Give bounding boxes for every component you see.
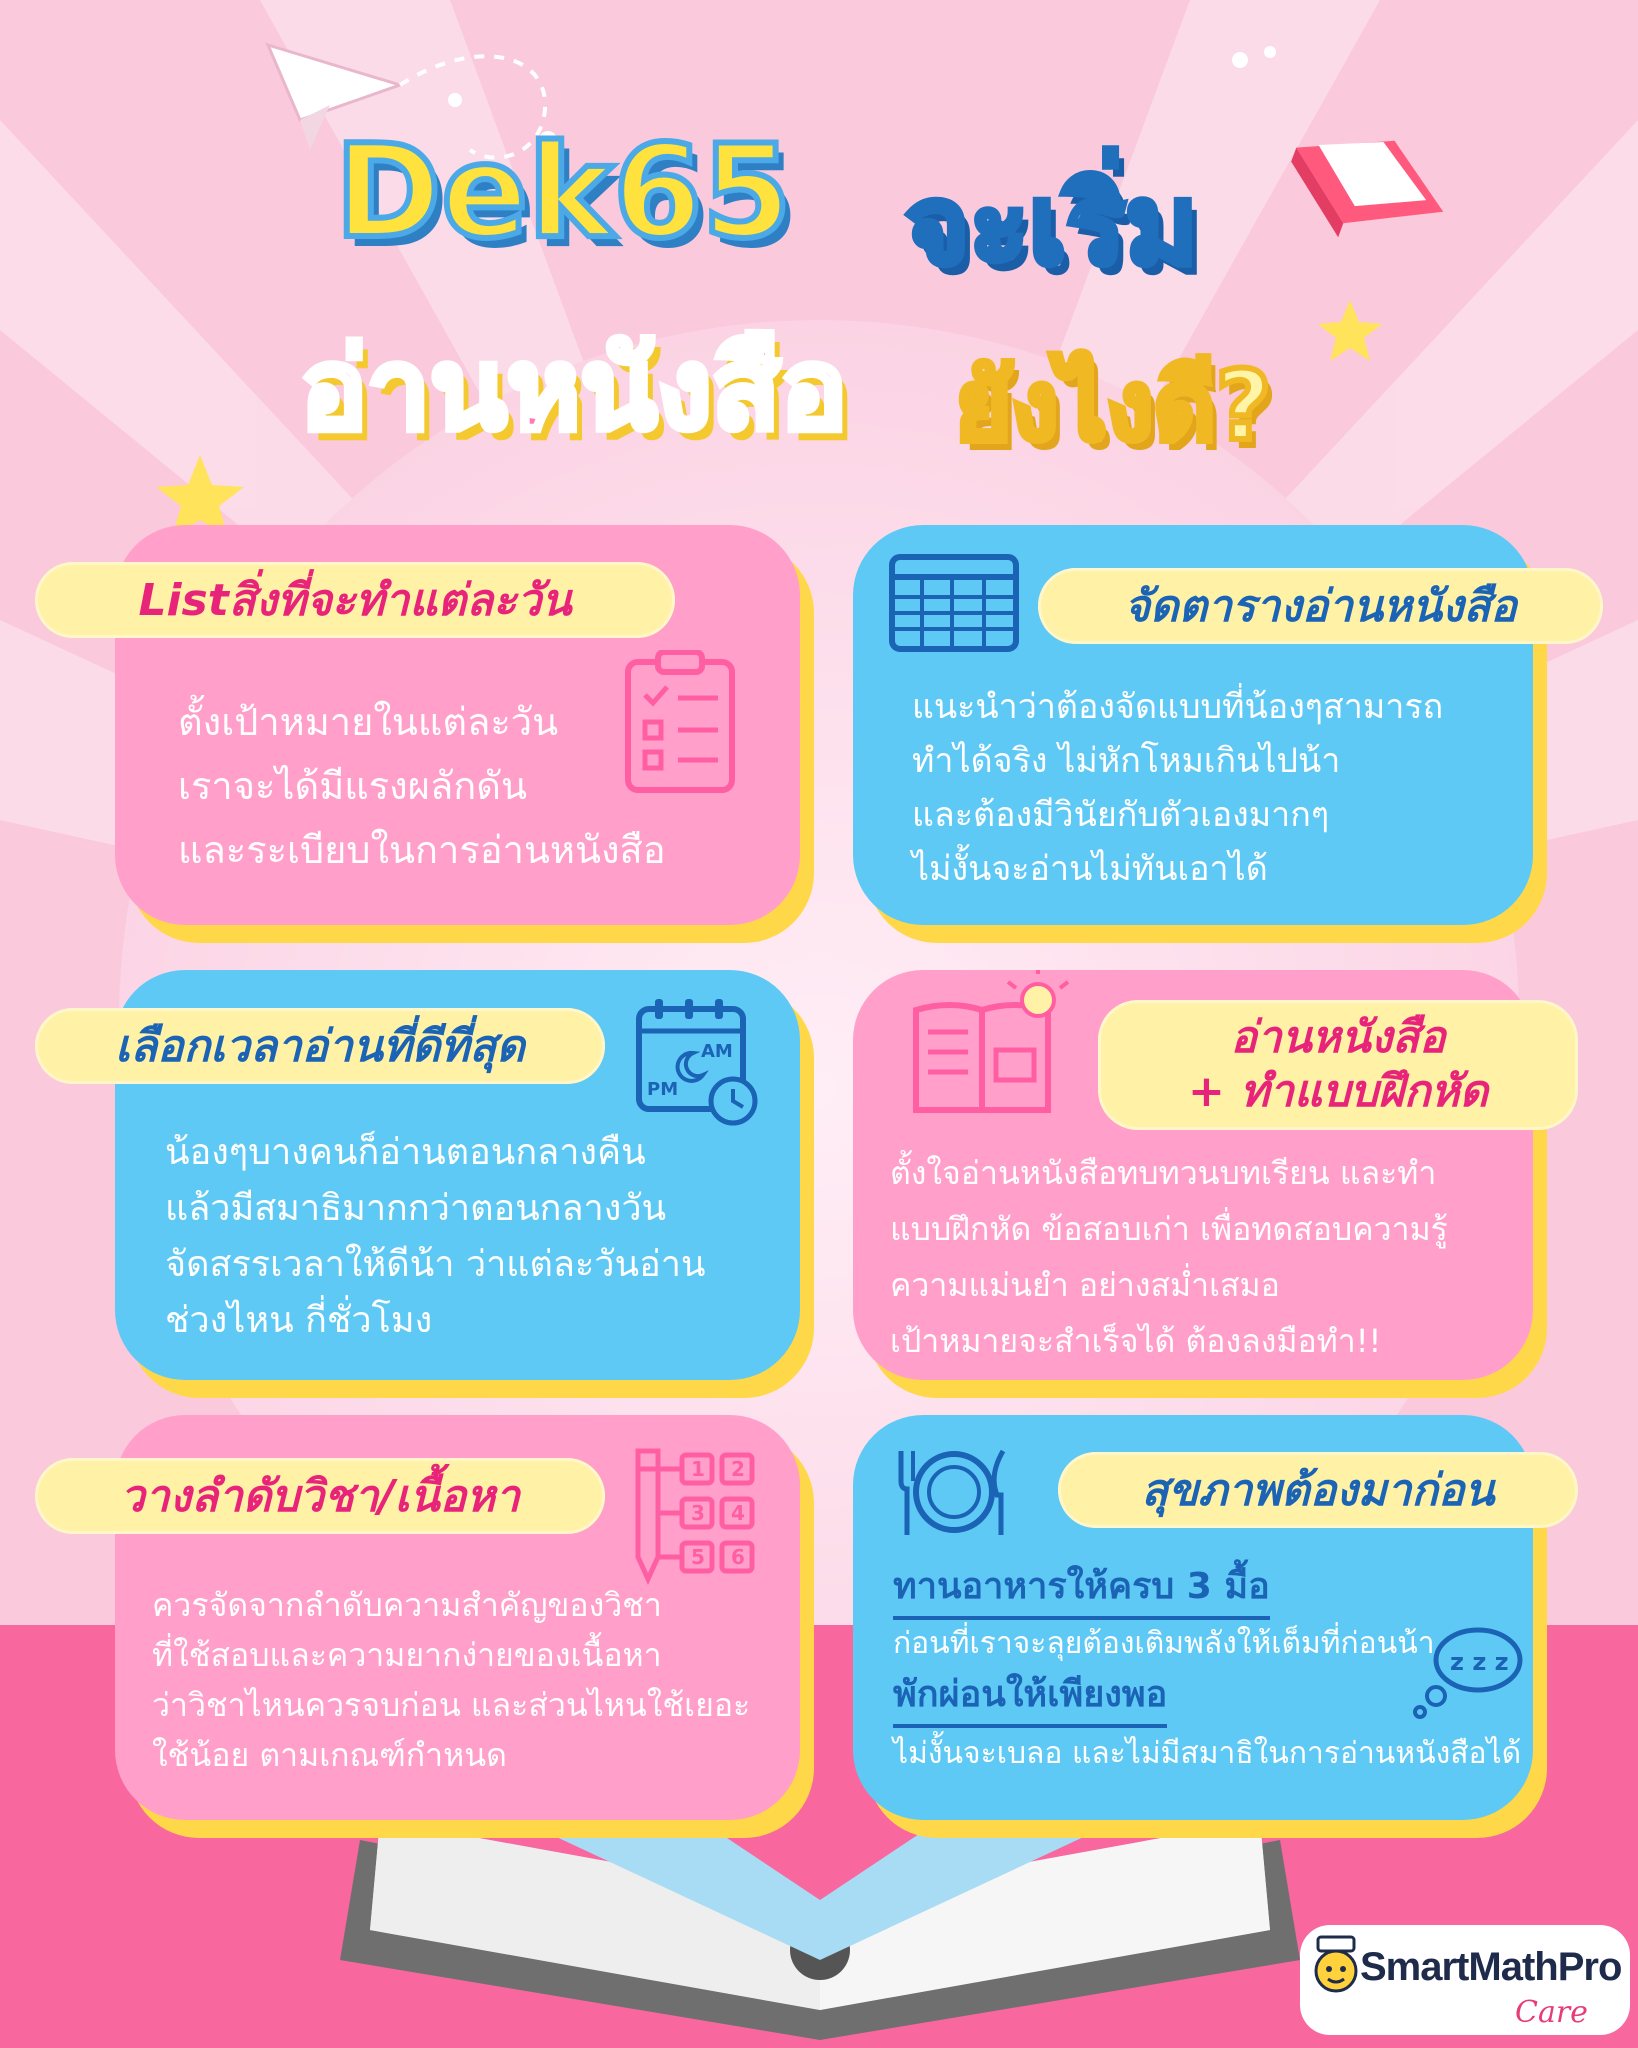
text-line: ไม่งั้นจะอ่านไม่ทันเอาได้ — [912, 849, 1268, 889]
card-daily-list-text — [178, 690, 666, 882]
plate-fork-knife-icon — [893, 1445, 1015, 1540]
zzz-text: z z z — [1450, 1648, 1509, 1676]
icon-number: 1 — [691, 1457, 705, 1481]
zzz-sleep-icon — [1410, 1620, 1525, 1720]
heading-health: สุขภาพต้องมาก่อน — [1058, 1452, 1578, 1528]
text-line: ช่วงไหน กี่ชั่วโมง — [165, 1300, 433, 1341]
card-subject-order-text — [152, 1580, 750, 1780]
card-timetable-text — [912, 680, 1443, 896]
text-line: แนะนำว่าต้องจัดแบบที่น้องๆสามารถ — [912, 687, 1444, 727]
card-best-time-text — [165, 1125, 706, 1349]
open-book-lightbulb-icon — [910, 970, 1070, 1120]
icon-number: 2 — [731, 1457, 745, 1481]
calendar-clock-icon — [633, 995, 763, 1130]
heading-read-practice-line1: อ่านหนังสือ — [1230, 1012, 1446, 1063]
text-line: ตั้งใจอ่านหนังสือทบทวนบทเรียน และทำ — [890, 1154, 1437, 1192]
text-line: ที่ใช้สอบและความยากง่ายของเนื้อหา — [152, 1636, 662, 1674]
icon-number: 4 — [731, 1501, 745, 1525]
text-line: ควรจัดจากลำดับความสำคัญของวิชา — [152, 1586, 662, 1624]
heading-read-practice-line2: + ทำแบบฝึกหัด — [1187, 1066, 1489, 1117]
text-line: น้องๆบางคนก็อ่านตอนกลางคืน — [165, 1132, 646, 1173]
text-line: เป้าหมายจะสำเร็จได้ ต้องลงมือทำ!! — [890, 1322, 1382, 1360]
title-start: จะเริ่ม — [905, 161, 1198, 289]
heading-daily-list: Listสิ่งที่จะทำแต่ละวัน — [35, 562, 675, 638]
subheading-meals: ทานอาหารให้ครบ 3 มื้อ — [893, 1557, 1270, 1620]
timetable-icon — [888, 553, 1020, 653]
icon-am-label: AM — [701, 1041, 733, 1062]
text-line: ใช้น้อย ตามเกณฑ์กำหนด — [152, 1736, 507, 1774]
pencil-numbered-list-icon — [630, 1445, 760, 1585]
brand-script: Care — [1515, 1995, 1588, 2030]
icon-number: 3 — [691, 1501, 705, 1525]
note-meals: ก่อนที่เราจะลุยต้องเติมพลังให้เต็มที่ก่อนน้า — [893, 1626, 1435, 1661]
text-line: และระเบียบในการอ่านหนังสือ — [178, 828, 666, 872]
text-line: และต้องมีวินัยกับตัวเองมากๆ — [912, 795, 1330, 835]
text-line: เราจะได้มีแรงผลักดัน — [178, 764, 527, 808]
title-how: ยังไงดี? — [955, 350, 1272, 462]
text-line: ความแม่นยำ อย่างสม่ำเสมอ — [890, 1266, 1280, 1304]
title-reading: อ่านหนังสือ — [300, 325, 848, 455]
icon-pm-label: PM — [647, 1079, 679, 1100]
subheading-rest: พักผ่อนให้เพียงพอ — [893, 1665, 1167, 1728]
text-line: ตั้งเป้าหมายในแต่ละวัน — [178, 700, 559, 744]
icon-number: 5 — [691, 1545, 705, 1569]
text-line: แล้วมีสมาธิมากกว่าตอนกลางวัน — [165, 1188, 667, 1229]
text-line: จัดสรรเวลาให้ดีน้า ว่าแต่ละวันอ่าน — [165, 1244, 706, 1285]
heading-subject-order: วางลำดับวิชา/เนื้อหา — [35, 1458, 605, 1534]
brand-name: SmartMathPro — [1360, 1945, 1622, 1989]
text-line: ทำได้จริง ไม่หักโหมเกินไปน้า — [912, 741, 1341, 781]
title-dek65: Dek65 — [335, 118, 792, 267]
text-line: แบบฝึกหัด ข้อสอบเก่า เพื่อทดสอบความรู้ — [890, 1210, 1448, 1248]
heading-read-practice — [1098, 1000, 1578, 1130]
mascot-face-icon — [1312, 1935, 1360, 1995]
text-line: ว่าวิชาไหนควรจบก่อน และส่วนไหนใช้เยอะ — [152, 1686, 751, 1724]
heading-timetable: จัดตารางอ่านหนังสือ — [1038, 568, 1603, 644]
note-rest: ไม่งั้นจะเบลอ และไม่มีสมาธิในการอ่านหนังสือได้ — [893, 1736, 1522, 1771]
card-read-practice-text — [890, 1145, 1448, 1369]
heading-best-time: เลือกเวลาอ่านที่ดีที่สุด — [35, 1008, 605, 1084]
icon-number: 6 — [731, 1545, 745, 1569]
